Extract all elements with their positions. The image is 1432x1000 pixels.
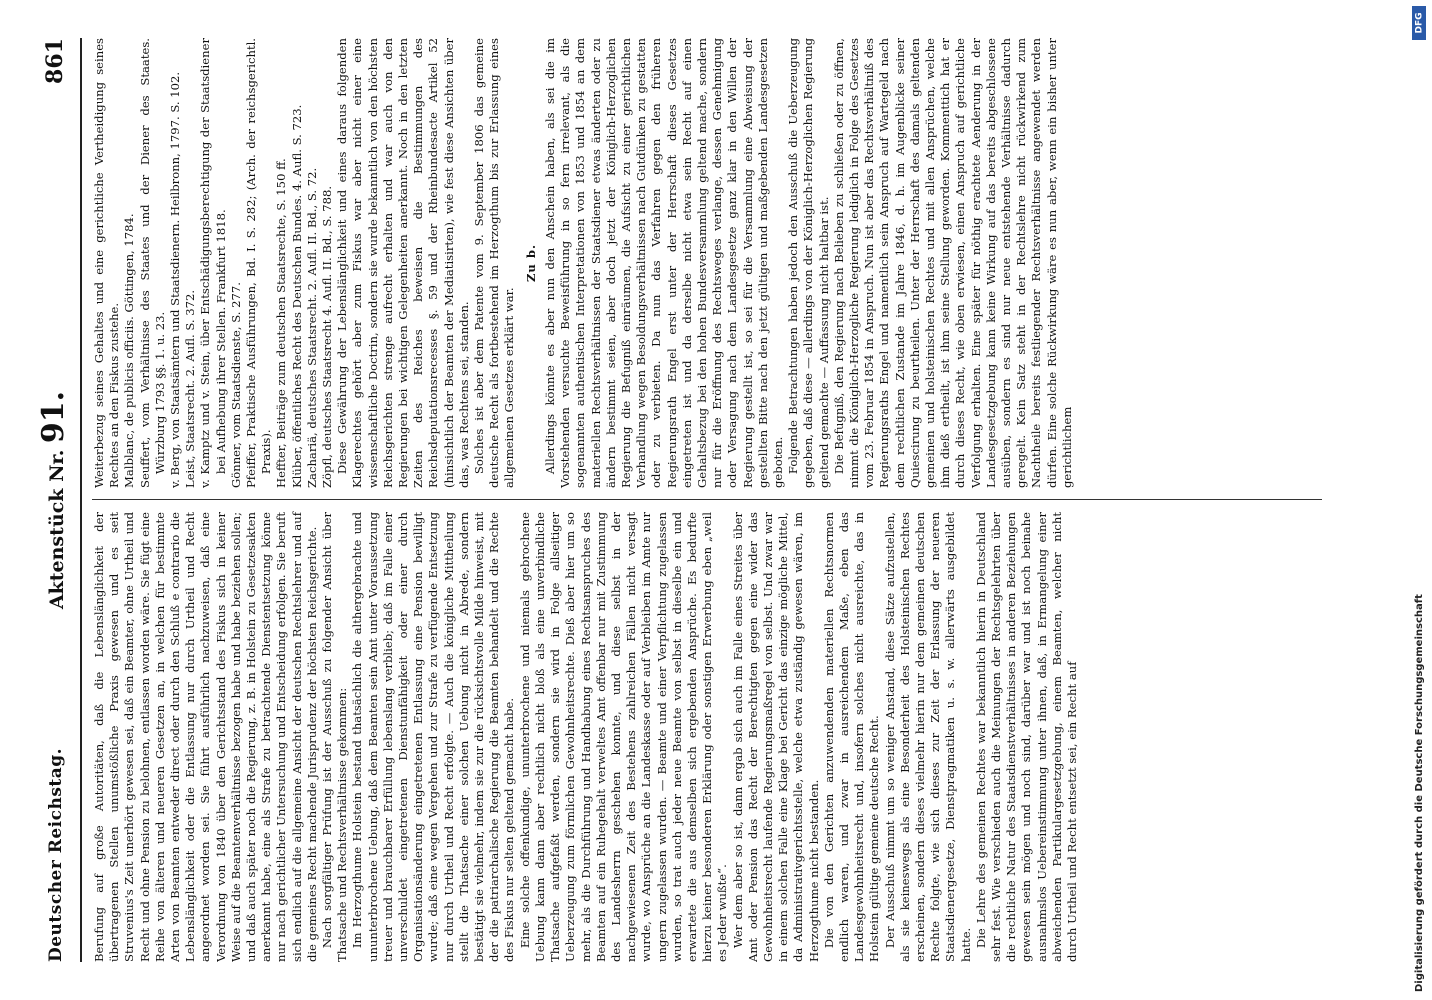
paragraph: Diese Gewährung der Lebenslänglichkeit und eines daraus folgenden Klagerechtes gehört aber zum Fiskus war aber nicht einer eine wissenschaftliche Doctrin, sondern sie wurde bekanntlich von den höchsten Reichsgerichten strenge aufrecht erhalten und war auch von den Regierungen bei wichtigen Gelegenheiten anerkannt. Noch in den letzten Zeiten des Reiches beweisen die Bestimmungen des Reichsdeputationsrecesses §. 59 und der Rheinbundesacte Artikel 52 (hinsichtlich der Beamten der Mediatisirten), wie fest diese Ansichten über das, was Rechtens sei, standen.	[335, 38, 471, 488]
paragraph: Die Befugniß, den Regierung nach Belieben zu schließen oder zu öffnen, nimmt die Königlich-Herzogliche Regierung lediglich in Folge des Gesetzes vom 23. Februar 1854 in Anspruch. Nun ist aber das Rechtsverhältniß des Regierungsraths Engel und namentlich sein Anspruch auf Wartegeld nach dem rechtlichen Zustande im Jahre 1846, d. h. im Augenblicke seiner Quiescirung zu beurtheilen. Unter der Herrschaft des damals geltenden gemeinen und holsteinischen Rechtes und mit allen Ansprüchen, welche ihm dieß ertheilt, ist ihm seine Stellung geworden. Kommenttich hat er durch dieses Recht, wie oben erwiesen, einen Anspruch auf gerichtliche Verfolgung erhalten. Eine später für nöthig erachtete Aenderung in der Landesgesetzgebung kann keine Wirkung auf das bereits abgeschlossene ausüben, sondern es sind nur neue entstehende Verhältnisse dadurch geregelt. Kein Satz steht in der Rechtslehre nicht rückwirkend zum Nachtheile bereits festliegender Rechtsverhältnisse angewendet werden dürfen. Eine solche Rückwirkung wäre es nun aber, wenn ein bisher unter gerichtlichem	[831, 38, 1074, 488]
paragraph: Allerdings könnte es aber nun den Anschein haben, als sei die im Vorstehenden versuchte Beweisführung in so fern irrelevant, als die sogenannten authentischen Interpretationen von 1853 und 1854 an dem materiellen Rechtsverhältnissen der Staatsdiener etwas änderten oder zu ändern bestimmt seien, aber doch jetzt der Königlich-Herzoglichen Regierung die Befugniß einräumen, die Aufsicht zu einer gerichtlichen Verhandlung wegen Besoldungsverhältnissen nach Gutdünken zu gestatten oder zu verbieten. Da nun das Verfahren gegen den früheren Regierungsrath Engel erst unter der Herrschaft dieses Gesetzes eingetreten ist und da derselbe nicht etwa sein Recht auf einen Gehaltsbezug bei den hohen Bundesversammlung geltend mache, sondern nur für die Eröffnung des Rechtsweges verlange, dessen Genehmigung oder Versagung nach dem Landesgesetze ganz klar in den Willen der Regierung gestellt ist, so sei für die Versammlung eine Abweisung der gestellten Bitte nach den jetzt gültigen und maßgebenden Landesgesetzen geboten.	[542, 38, 785, 488]
paragraph: Im Herzogthume Holstein bestand thatsächlich die althergebrachte und ununterbrochene Uebung, daß dem Beamten sein Amt unter Voraussetzung treuer und brauchbarer Erfüllung lebenslang verblieb; daß im Falle einer unverschuldet eingetretenen Dienstunfähigkeit oder einer durch Organisationsänderung eingetretenen Entlassung eine Pension bewilligt wurde; daß eine wegen Vergehen und zur Strafe zu verfügende Entsetzung nur durch Urtheil und Recht erfolgte. — Auch die königliche Mittheilung stellt die Thatsache einer solchen Uebung nicht in Abrede, sondern bestätigt sie vielmehr, indem sie zur die rücksichtsvolle Milde hinweist, mit der die patriarchalische Regierung die Beamten behandelt und die Rechte des Fiskus nur selten geltend gemacht habe.	[350, 512, 517, 962]
section-heading: Zu b.	[523, 243, 538, 283]
citation: Heffter, Beiträge zum deutschen Staatsrechte, S. 150 ff.	[274, 158, 289, 488]
dfg-logo-text: DFG	[1414, 12, 1425, 34]
right-column	[92, 38, 1322, 500]
citation: Gönner, vom Staatsdienste, S. 277.	[228, 282, 243, 488]
citation: Klüber, öffentliches Recht des Deutschen Bundes. 4. Aufl. S. 723.	[289, 104, 304, 488]
paragraph: Die von den Gerichten anzuwendenden materiellen Rechtsnormen endlich waren, und zwar in ausreichendem Maße, eben das Landesgewohnheitsrecht und, insofern solches nicht ausreichte, das in Holstein gültige gemeine deutsche Recht.	[821, 512, 882, 962]
paragraph: Solches ist aber dem Patente vom 9. September 1806 das gemeine deutsche Recht als fortbestehend im Herzogthum bis zur Erlassung eines allgemeinen Gesetzes erklärt war.	[472, 38, 517, 488]
paragraph: Der Ausschuß nimmt um so weniger Anstand, diese Sätze aufzustellen, als sie keineswegs als eine Besonderheit des Holsteinischen Rechtes erscheinen, sondern dieses vielmehr hierin nur dem gemeinen deutschen Rechte folgte, wie sich dieses zur Zeit der Erlassung der neueren Staatsdienergesetze, Dienstpragmatiken u. s. w. allerwärts ausgebildet hatte.	[882, 512, 973, 962]
left-column	[92, 500, 1322, 962]
citation: Leist, Staatsrecht. 2. Aufl. S. 372.	[183, 289, 198, 488]
citation: Seuffert, vom Verhältnisse des Staates und der Diener des Staates. Würzburg 1793 §§. 1. u. 23.	[137, 38, 167, 488]
page-header	[32, 38, 82, 962]
paragraph: Berufung auf große Autoritäten, daß die Lebenslänglichkeit der übertragenen Stellen unumstößliche Praxis gewesen und es seit Struvenius's Zeit unerhört gewesen sei, daß ein Beamter, ohne Urtheil und Recht und ohne Pension zu belohnen, entlassen worden wäre. Sie fügt eine Reihe von älteren und neueren Gesetzen an, in welchen für bestimmte Arten von Beamten entweder direct oder durch den Schluß e contrario die Lebenslänglichkeit oder die Entlassung nur durch Urtheil und Recht angeordnet worden sei. Sie führt ausführlich nachzuweisen, daß eine Verordnung von 1840 über den Gerichtsstand des Fiskus sich in keiner Weise auf die Beamtenverhältnisse bezogen habe und habe beziehen sollen; und daß auch später noch die Regierung, z. B. in Holstein zu Gesetzesakten anerkannt habe, eine als Strafe zu betrachtende Dienstentsetzung könne nur nach gerichtlicher Untersuchung und Entscheidung erfolgen. Sie beruft sich endlich auf die allgemeine Ansicht der deutschen Rechtslehrer und auf die gemeines Recht machende Jurisprudenz der höchsten Reichsgerichte.	[92, 512, 319, 962]
citation: Zöpfl, deutsches Staatsrecht 4. Aufl. II. Bd., S. 788.	[320, 185, 335, 488]
running-title: Deutscher Reichstag.	[46, 747, 66, 962]
document-number-value: 91.	[36, 390, 71, 444]
dfg-logo	[1412, 6, 1426, 40]
paragraph: Weiterbezug seines Gehaltes und eine gerichtliche Vertheidigung seines Rechtes an den Fiskus zustehe.	[92, 38, 122, 488]
citation: Zachariä, deutsches Staatsrecht. 2. Aufl. II. Bd., S. 72.	[304, 167, 319, 488]
paragraph: Eine solche offenkundige, ununterbrochene und niemals gebrochene Uebung kann dann aber rechtlich nicht bloß als eine unverbindliche Thatsache aufgefaßt werden, sondern sie wird in Folge allseitiger Ueberzeugung zum förmlichen Gewohnheitsrechte. Dieß aber hier um so mehr, als die Durchführung und Handhabung eines Rechtsanspruches des Beamten auf ein Ruhegehalt verweltes Amt offenbar nur mit Zustimmung des Landesherrn geschehen konnte, und diese selbst in der nachgewiesenen Zeit des Bestehens zahlreichen Fällen nicht versagt wurde, wo Ansprüche an die Landeskasse oder auf Verbleiben im Amte nur ungern zugelassen wurden. — Beamte und einer Verpflichtung zugelassen wurden, so trat auch jeder neue Beamte von selbst in dieselbe ein und erwartete die aus demselben sich ergebenden Ansprüche. Es bedurfte hierzu keiner besonderen Erklärung oder sonstigen Erwerbung eben „weil es Jeder wußte“.	[517, 512, 730, 962]
citation: v. Berg, von Staatsämtern und Staatsdienern. Heilbronn, 1797. S. 102.	[168, 71, 183, 488]
citation: Malblanc, de publicis officiis. Göttingen, 1784.	[122, 213, 137, 488]
text-columns	[92, 38, 1322, 962]
page-number: 861	[42, 38, 68, 84]
digitization-note: Digitalisierung gefördert durch die Deutsche Forschungsgemeinschaft	[1414, 594, 1425, 992]
paragraph: Nach sorgfältiger Prüfung ist der Ausschuß zu folgender Ansicht über Thatsache und Rechtsverhältnisse gekommen:	[320, 512, 350, 962]
document-number-prefix: Aktenstück Nr.	[46, 449, 68, 610]
paragraph: Die Lehre des gemeinen Rechtes war bekanntlich hierin in Deutschland sehr fest. Wie verschieden auch die Meinungen der Rechtsgelehrten über die rechtliche Natur des Staatsdienstverhältnisses in anderen Beziehungen gewesen sein mögen und noch sind, darüber war und ist noch beinahe ausnahmslos Uebereinstimmung unter ihnen, daß, in Ermangelung einer abweichenden Partikulargesetzgebung, einem Beamten, welcher nicht durch Urtheil und Recht entsetzt sei, ein Recht auf	[973, 512, 1079, 962]
paragraph: Folgende Betrachtungen haben jedoch den Ausschuß die Ueberzeugung gegeben, daß diese — allerdings von der Königlich-Herzoglichen Regierung geltend gemachte — Auffassung nicht haltbar ist.	[786, 38, 831, 488]
citation: Pfeiffer, Praktische Ausführungen, Bd. I. S. 282; (Arch. der reichsgerichtl. Praxis).	[244, 38, 274, 488]
citation: v. Kamptz und v. Stein, über Entschädigungsberechtigung der Staatsdiener bei Aufhebung ihrer Stellen. Frankfurt 1818.	[198, 38, 228, 488]
digitization-footer	[1404, 8, 1424, 992]
column-divider	[92, 499, 1322, 500]
document-number	[36, 38, 71, 962]
paragraph: Wer dem aber so ist, dann ergab sich auch im Falle eines Streites über Amt oder Pension das Recht der Berechtigten gegen eine wider das Gewohnheitsrecht laufende Regierungsmaßregel von selbst. Und zwar war in einem solchen Falle eine Klage bei Gericht das einzige mögliche Mittel, da Administrativgerichtsstelle, welche etwa zuständig gewesen wären, im Herzogthume nicht bestanden.	[730, 512, 821, 962]
